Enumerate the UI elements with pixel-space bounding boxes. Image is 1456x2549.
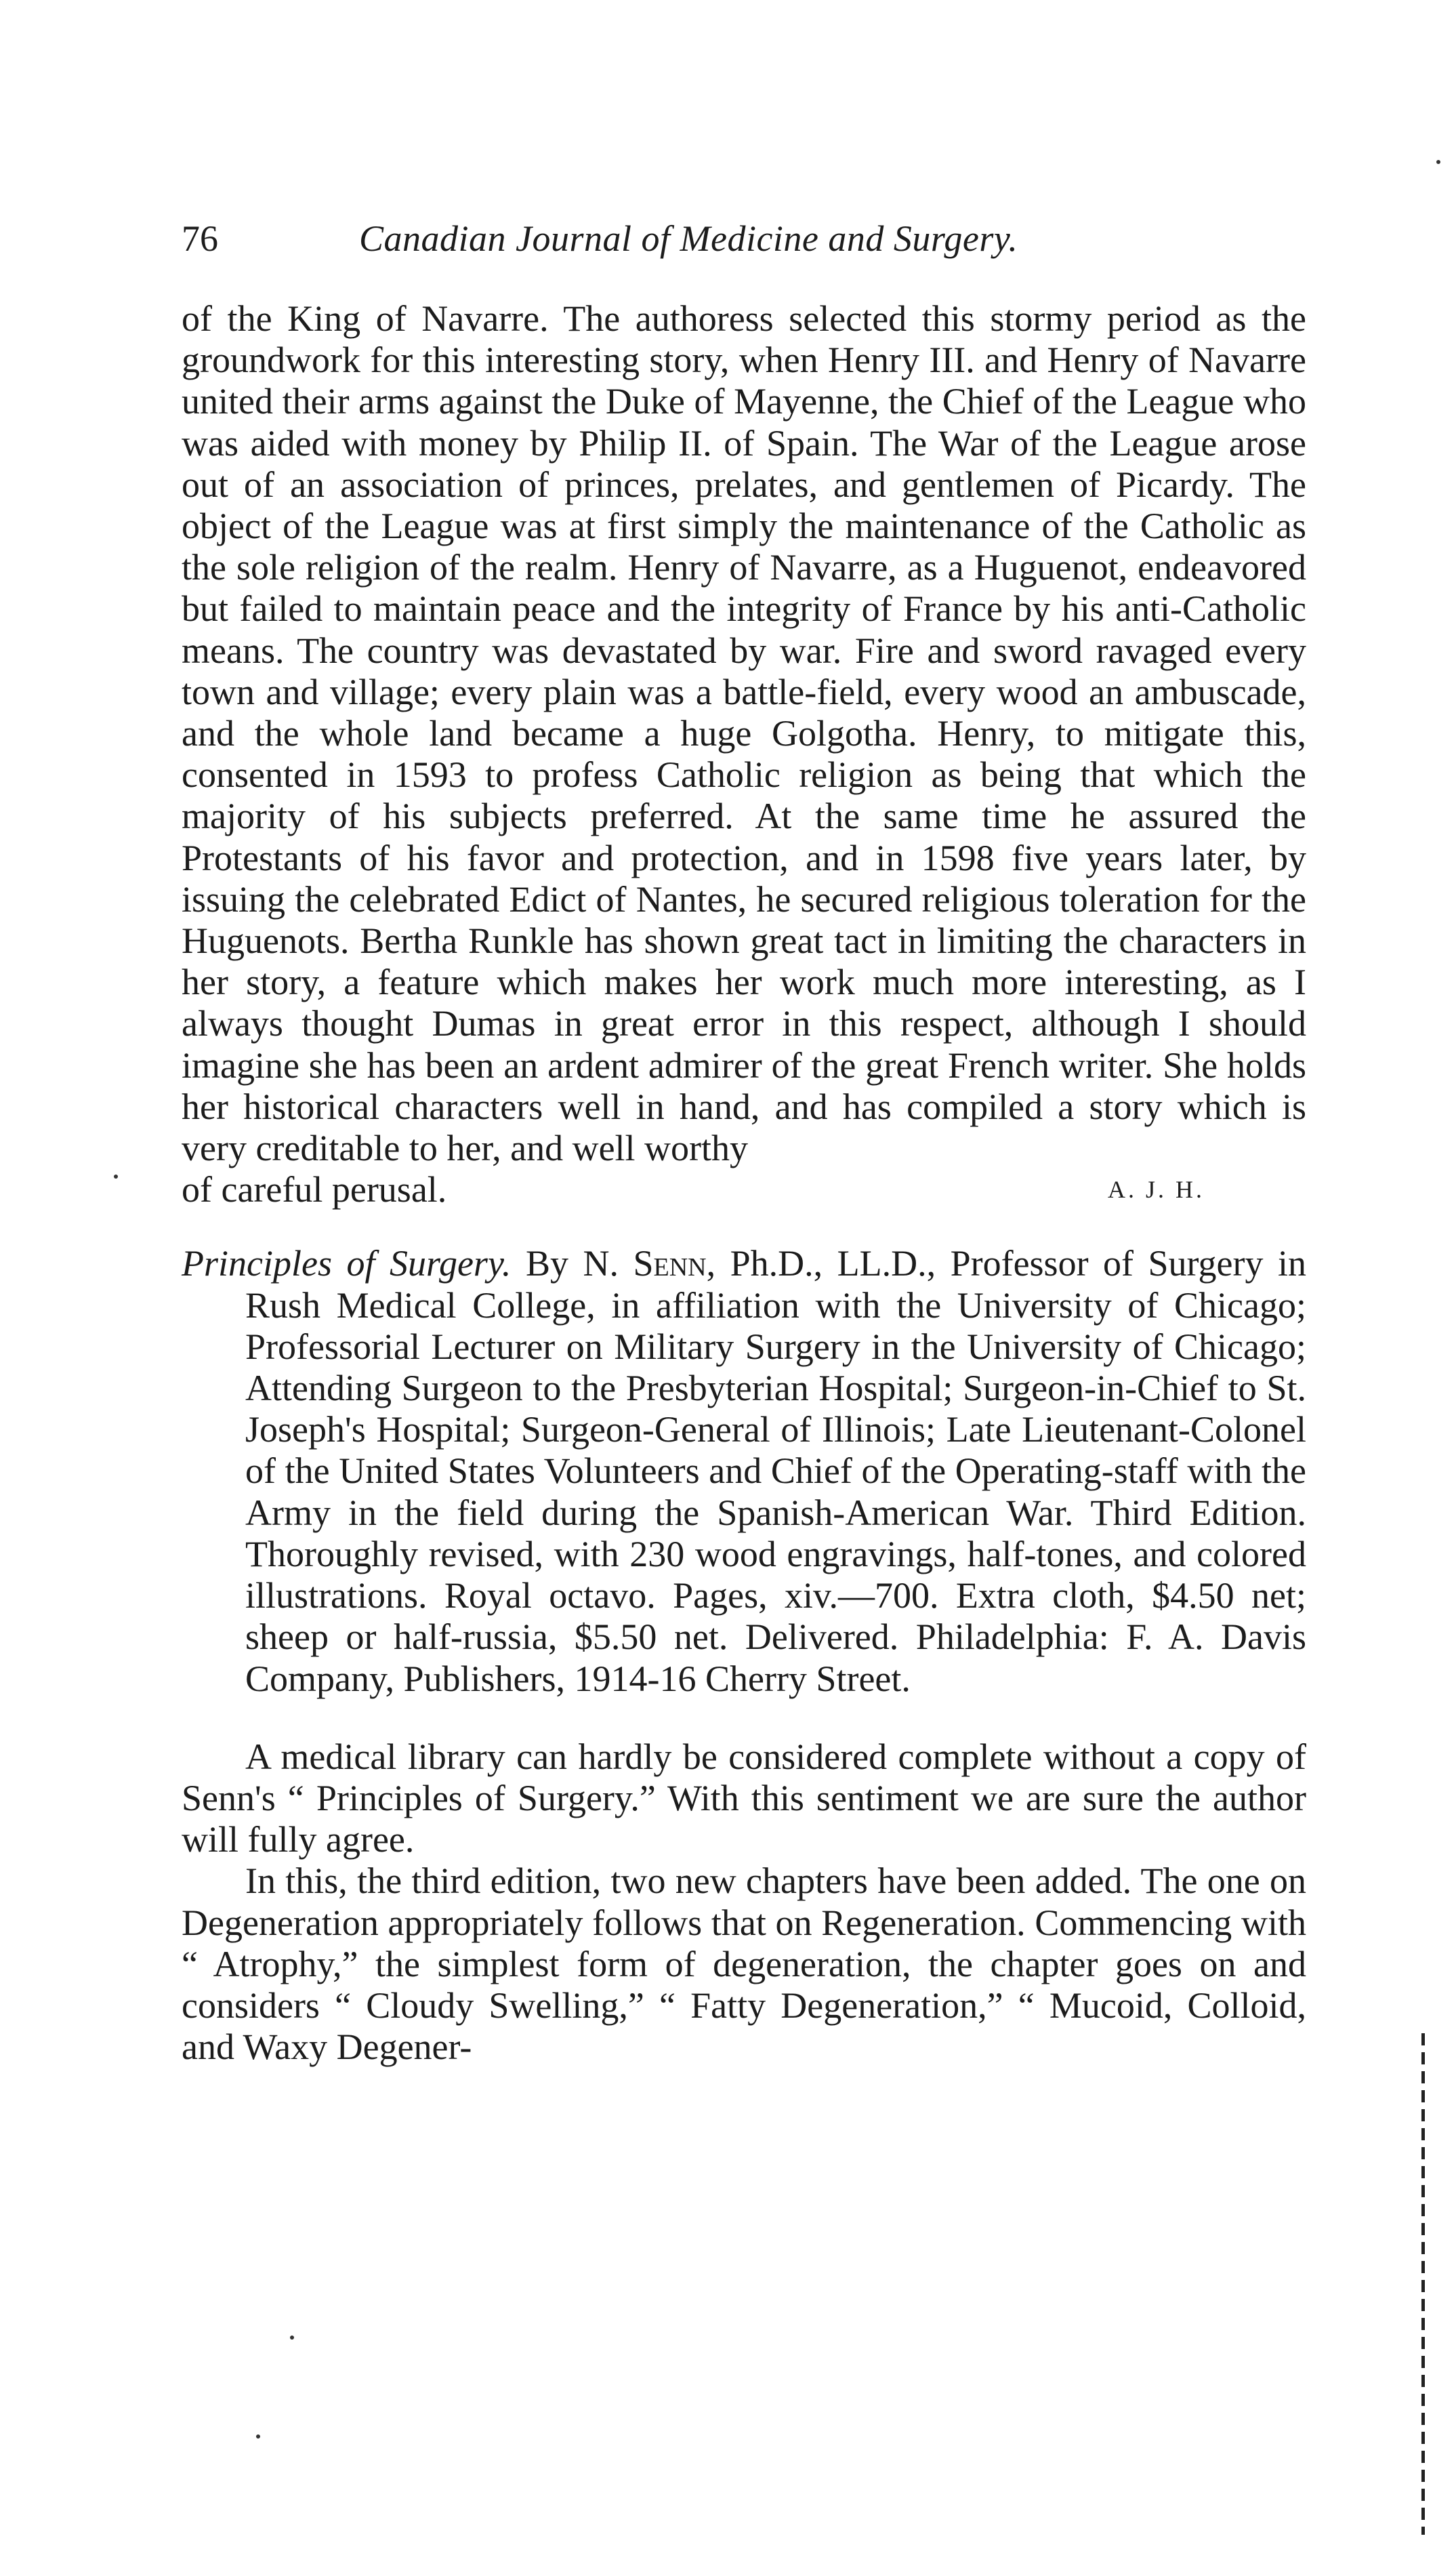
scan-speck (256, 2434, 260, 2439)
review-details: , Ph.D., LL.D., Professor of Surgery in Rush Medical College, in affiliation with the University of Chicago; Professorial Lecturer on Military Surgery in the University of Chicago; Attending Surgeon to the Presbyterian Hospital; Surgeon-in-Chief to St. Joseph's Hospital; Surgeon-General of Illinois; Late Lieutenant-Colonel of the United States Volunteers and Chief of the Operating-staff with the Army in the field during the Spanish-American War. Third Edition. Thoroughly revised, with 230 wood engravings, half-tones, and colored illustrations. Royal octavo. Pages, xiv.—700. Extra cloth, $4.50 net; sheep or half-russia, $5.50 net. Delivered. Philadelphia: F. A. Davis Company, Publishers, 1914-16 Cherry Street. (245, 1243, 1307, 1699)
page-number: 76 (182, 218, 218, 259)
continued-review-last-line: of careful perusal. (182, 1169, 447, 1210)
continued-review (182, 298, 1306, 1210)
continued-review-text: of the King of Navarre. The authoress selected this stormy period as the groundwork for this interesting story, when Henry III. and Henry of Navarre united their arms against the Duke of Mayenne, the Chief of the League who was aided with money by Philip II. of Spain. The War of the League arose out of an association of princes, prelates, and gentlemen of Picardy. The object of the League was at first simply the maintenance of the Catholic as the sole religion of the realm. Henry of Navarre, as a Huguenot, endeavored but failed to maintain peace and the integrity of France by his anti-Catholic means. The country was devastated by war. Fire and sword ravaged every town and village; every plain was a battle-field, every wood an ambuscade, and the whole land became a huge Golgotha. Henry, to mitigate this, consented in 1593 to profess Catholic religion as being that which the majority of his subjects preferred. At the same time he assured the Protestants of his favor and protection, and in 1598 five years later, by issuing the celebrated Edict of Nantes, he secured religious toleration for the Huguenots. Bertha Runkle has shown great tact in limiting the characters in her story, a feature which makes her work much more interesting, as I always thought Dumas in great error in this respect, although I should imagine she has been an ardent admirer of the great French writer. She holds her historical characters well in hand, and has compiled a story which is very creditable to her, and well worthy (182, 298, 1306, 1169)
reviewer-signature: A. J. H. (1107, 1176, 1205, 1204)
review-paragraph-1: A medical library can hardly be considered complete without a copy of Senn's “ Principles of Surgery.” With this sentiment we are sure the author will fully agree. (182, 1736, 1306, 1860)
journal-title: Canadian Journal of Medicine and Surgery. (359, 218, 1018, 259)
running-head (182, 211, 1320, 266)
continued-review-closing (182, 1169, 1306, 1210)
scan-speck (290, 2336, 294, 2340)
page-body (182, 298, 1306, 2068)
review-paragraph-2: In this, the third edition, two new chapters have been added. The one on Degeneration appropriately follows that on Regeneration. Commencing with “ Atrophy,” the simplest form of degeneration, the chapter goes on and considers “ Cloudy Swelling,” “ Fatty Degeneration,” “ Mucoid, Colloid, and Waxy Degener- (182, 1860, 1306, 2068)
review-by: By N. (525, 1243, 619, 1284)
scan-speck (114, 1175, 118, 1179)
review-heading (182, 1243, 1306, 1699)
author-surname: Senn (633, 1243, 707, 1284)
book-title: Principles of Surgery. (182, 1243, 512, 1284)
scan-edge-line (1421, 2033, 1425, 2535)
scan-speck (1436, 160, 1440, 164)
